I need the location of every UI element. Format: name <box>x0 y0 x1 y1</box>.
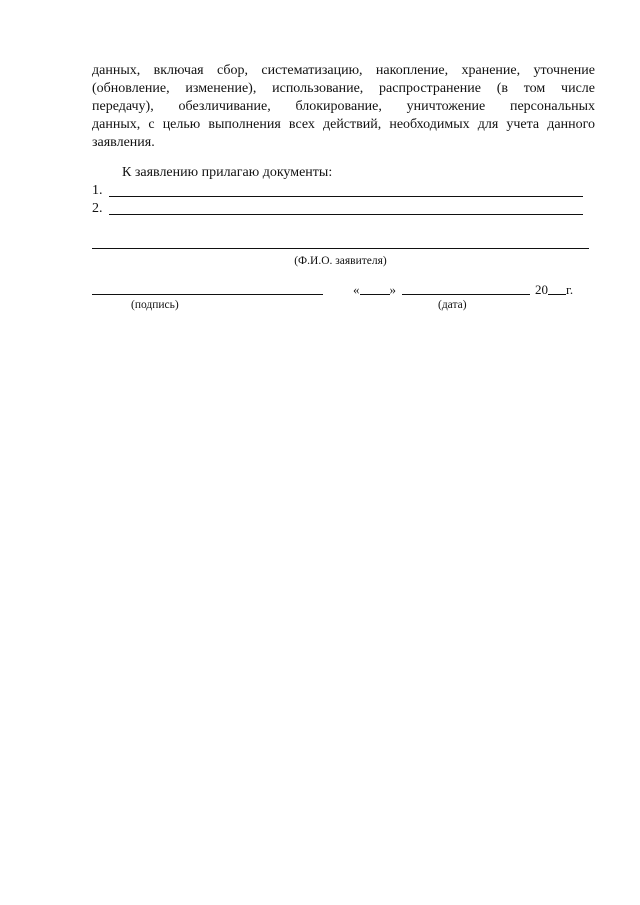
year-prefix: 20 <box>535 282 548 297</box>
signature-blank-field[interactable] <box>92 294 323 295</box>
month-blank-field[interactable] <box>402 282 530 295</box>
fio-caption: (Ф.И.О. заявителя) <box>294 255 387 267</box>
fio-blank-field[interactable] <box>92 248 589 249</box>
paragraph-line: данных, с целью выполнения всех действий, необходимых для учета данного <box>92 117 595 132</box>
year-suffix: г. <box>566 282 574 297</box>
attachment-number: 1. <box>92 183 103 198</box>
date-row <box>353 282 573 298</box>
date-open-quote: « <box>353 282 360 297</box>
date-caption: (дата) <box>438 299 467 311</box>
attachment-line-1 <box>92 182 583 200</box>
day-blank-field[interactable] <box>360 282 390 295</box>
paragraph-line: (обновление, изменение), использование, распространение (в том числе <box>92 81 595 96</box>
signature-caption: (подпись) <box>131 299 179 311</box>
attachment-number: 2. <box>92 201 103 216</box>
attachment-line-2 <box>92 200 583 218</box>
year-blank-field[interactable] <box>548 282 566 295</box>
attachment-blank-field[interactable] <box>109 182 583 197</box>
date-close-quote: » <box>389 282 396 297</box>
paragraph-line: данных, включая сбор, систематизацию, накопление, хранение, уточнение <box>92 63 595 78</box>
paragraph-line: заявления. <box>92 135 155 150</box>
attachment-blank-field[interactable] <box>109 200 583 215</box>
consent-paragraph <box>92 62 595 152</box>
attachments-heading: К заявлению прилагаю документы: <box>122 165 333 180</box>
paragraph-line: передачу), обезличивание, блокирование, уничтожение персональных <box>92 99 595 114</box>
